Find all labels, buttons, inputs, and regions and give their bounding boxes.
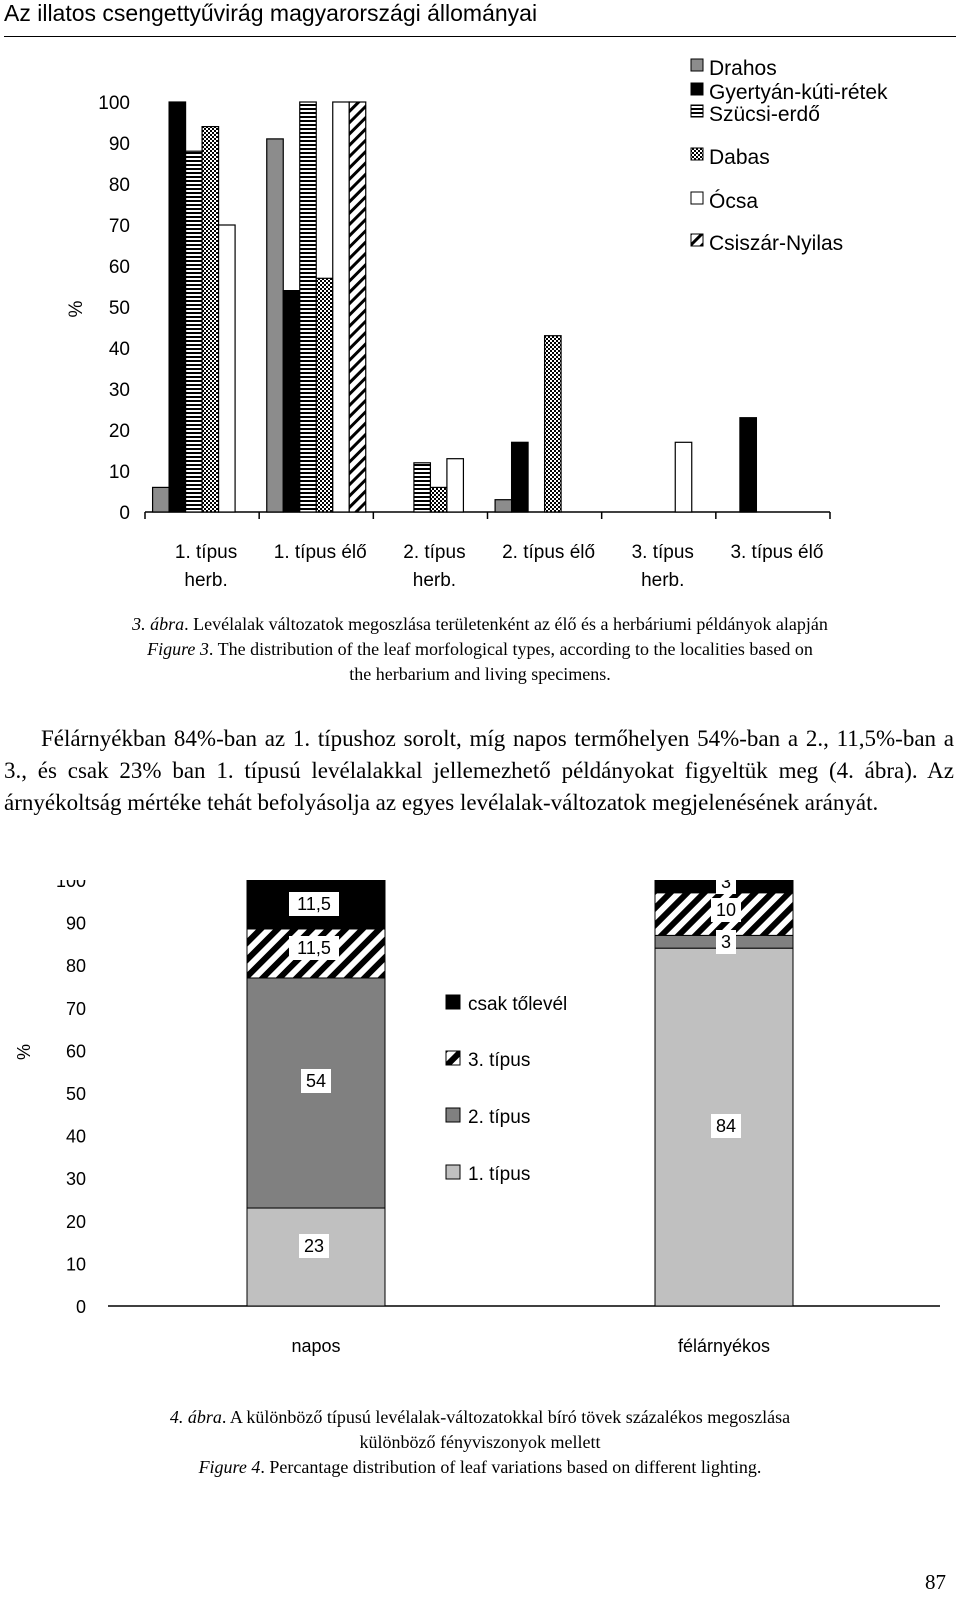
figure-4-label-en: Figure 4 xyxy=(198,1457,261,1477)
figure-4-caption xyxy=(0,1405,960,1480)
bar-csiszár-nyilas xyxy=(349,102,366,512)
data-label-2-típus: 3 xyxy=(720,932,732,952)
figure-3-caption-en-text-1: . The distribution of the leaf morfological types, according to the localities based on xyxy=(208,639,813,659)
bar-dabas xyxy=(202,127,219,512)
x-category-label: 1. típus herb. xyxy=(174,542,238,591)
legend-label-ócsa: Ócsa xyxy=(709,190,759,213)
bar-ócsa xyxy=(333,102,350,512)
y-tick-label: 100 xyxy=(55,880,86,891)
y-tick-label: 0 xyxy=(119,503,130,524)
y-tick-label: 0 xyxy=(75,1297,86,1317)
legend-swatch-szücsi-erdő xyxy=(691,105,703,117)
figure-4-caption-hu-text-1: . A különböző típusú levélalak-változatokkal bíró tövek százalékos megoszlása xyxy=(221,1407,791,1427)
y-tick-label: 80 xyxy=(108,175,130,196)
bar-ócsa xyxy=(675,442,692,512)
legend-swatch-1-típus xyxy=(446,1165,460,1179)
data-label-1-típus: 84 xyxy=(715,1116,737,1136)
bar-ócsa xyxy=(219,225,236,512)
legend-swatch-3-típus xyxy=(446,1051,460,1065)
legend-label-1-típus: 1. típus xyxy=(468,1164,531,1185)
bar-szücsi-erdő xyxy=(300,102,317,512)
y-tick-label: 20 xyxy=(65,1211,86,1232)
bar-gyertyán-kúti-rétek xyxy=(169,102,186,512)
figure-4-caption-hu xyxy=(0,1405,960,1430)
legend-swatch-dabas xyxy=(691,148,703,160)
legend-swatch-csiszár-nyilas xyxy=(691,234,703,246)
body-paragraph xyxy=(4,723,954,819)
y-tick-label: 90 xyxy=(108,134,130,155)
legend-swatch-csak-tőlevél xyxy=(446,995,460,1009)
y-tick-label: 70 xyxy=(65,998,86,1019)
y-tick-label: 40 xyxy=(108,339,130,360)
bar-dabas xyxy=(430,487,447,512)
figure-3-caption-en xyxy=(0,637,960,662)
bar-szücsi-erdő xyxy=(414,463,431,512)
data-label-3-típus: 10 xyxy=(715,900,737,920)
y-tick-label: 40 xyxy=(65,1126,86,1147)
y-axis-label: % xyxy=(66,300,87,318)
bar-dabas xyxy=(545,336,562,512)
figure-4-label-hu: 4. ábra xyxy=(169,1407,222,1427)
x-category-label: 3. típus herb. xyxy=(631,542,694,591)
legend-label-gyertyán-kúti-rétek: Gyertyán-kúti-rétek xyxy=(709,81,888,104)
x-category-label: 2. típus herb. xyxy=(403,542,466,591)
y-tick-label: 70 xyxy=(108,216,130,237)
y-tick-label: 20 xyxy=(108,421,130,442)
page-number: 87 xyxy=(925,1570,946,1594)
legend-label-csak-tőlevél: csak tőlevél xyxy=(468,994,568,1015)
legend-swatch-drahos xyxy=(691,59,703,71)
figure-3-caption-hu xyxy=(0,612,960,637)
y-tick-label: 90 xyxy=(65,913,86,934)
y-tick-label: 30 xyxy=(108,380,130,401)
figure-4-caption-en-text: . Percantage distribution of leaf variations based on different lighting. xyxy=(260,1457,762,1477)
figure-3-label-hu: 3. ábra xyxy=(132,614,185,634)
legend-label-drahos: Drahos xyxy=(709,57,777,80)
figure-3-chart xyxy=(0,40,960,610)
legend-label-2-típus: 2. típus xyxy=(468,1107,531,1128)
data-label-3-típus: 11,5 xyxy=(297,938,331,958)
y-axis-label: % xyxy=(14,1043,34,1061)
y-tick-label: 10 xyxy=(65,1254,86,1275)
legend-swatch-ócsa xyxy=(691,192,703,204)
figure-3-caption xyxy=(0,612,960,687)
y-tick-label: 10 xyxy=(108,462,130,483)
bar-dabas xyxy=(316,278,333,512)
bar-drahos xyxy=(495,500,512,512)
bar-drahos xyxy=(267,139,284,512)
bar-gyertyán-kúti-rétek xyxy=(283,291,300,512)
figure-3-label-en: Figure 3 xyxy=(147,639,209,659)
bar-szücsi-erdő xyxy=(186,151,203,512)
bar-gyertyán-kúti-rétek xyxy=(512,442,529,512)
x-category-label: 1. típus élő xyxy=(273,542,367,563)
legend-label-csiszár-nyilas: Csiszár-Nyilas xyxy=(709,232,844,255)
legend-label-szücsi-erdő: Szücsi-erdő xyxy=(709,103,820,126)
legend-swatch-gyertyán-kúti-rétek xyxy=(691,83,703,95)
bar-gyertyán-kúti-rétek xyxy=(740,418,757,512)
x-category-label: félárnyékos xyxy=(677,1336,771,1356)
legend-swatch-2-típus xyxy=(446,1108,460,1122)
x-category-label: 2. típus élő xyxy=(502,542,596,563)
legend-label-dabas: Dabas xyxy=(709,146,770,169)
data-label-2-típus: 54 xyxy=(305,1071,327,1091)
running-title: Az illatos csengettyűvirág magyarországi állományai xyxy=(4,0,538,26)
y-tick-label: 50 xyxy=(108,298,130,319)
y-tick-label: 60 xyxy=(65,1041,86,1062)
bar-drahos xyxy=(153,487,170,512)
figure-4-caption-en xyxy=(0,1455,960,1480)
y-tick-label: 80 xyxy=(65,956,86,977)
data-label-1-típus: 23 xyxy=(303,1236,325,1256)
bar-ócsa xyxy=(447,459,464,512)
legend-label-3-típus: 3. típus xyxy=(468,1050,531,1071)
figure-3-caption-hu-text: . Levélalak változatok megoszlása területenként az élő és a herbáriumi példányok alapján xyxy=(184,614,828,634)
figure-4-chart xyxy=(0,880,960,1380)
data-label-csak-tőlevél: 3 xyxy=(720,880,732,892)
figure-3 xyxy=(0,40,960,610)
y-tick-label: 50 xyxy=(65,1084,86,1104)
body-paragraph-text: Félárnyékban 84%-ban az 1. típushoz sorolt, míg napos termőhelyen 54%-ban a 2., 11,5%-ban a 3., és csak 23% ban 1. típusú levélalakkal jellemezhető példányokat figyeltük meg (4. ábra). Az árnyékoltság mértéke tehát befolyásolja az egyes levélalak-változatok megjelenésének arányát. xyxy=(4,726,954,815)
x-category-label: 3. típus élő xyxy=(730,542,824,563)
figure-3-caption-en-line2: the herbarium and living specimens. xyxy=(349,664,611,684)
figure-4 xyxy=(0,880,960,1380)
y-tick-label: 100 xyxy=(98,93,130,114)
figure-4-caption-hu-line2: különböző fényviszonyok mellett xyxy=(359,1432,601,1452)
y-tick-label: 30 xyxy=(65,1169,86,1190)
data-label-csak-tőlevél: 11,5 xyxy=(297,894,331,914)
y-tick-label: 60 xyxy=(108,257,130,278)
x-category-label: napos xyxy=(291,1336,341,1356)
page-header xyxy=(4,0,956,37)
